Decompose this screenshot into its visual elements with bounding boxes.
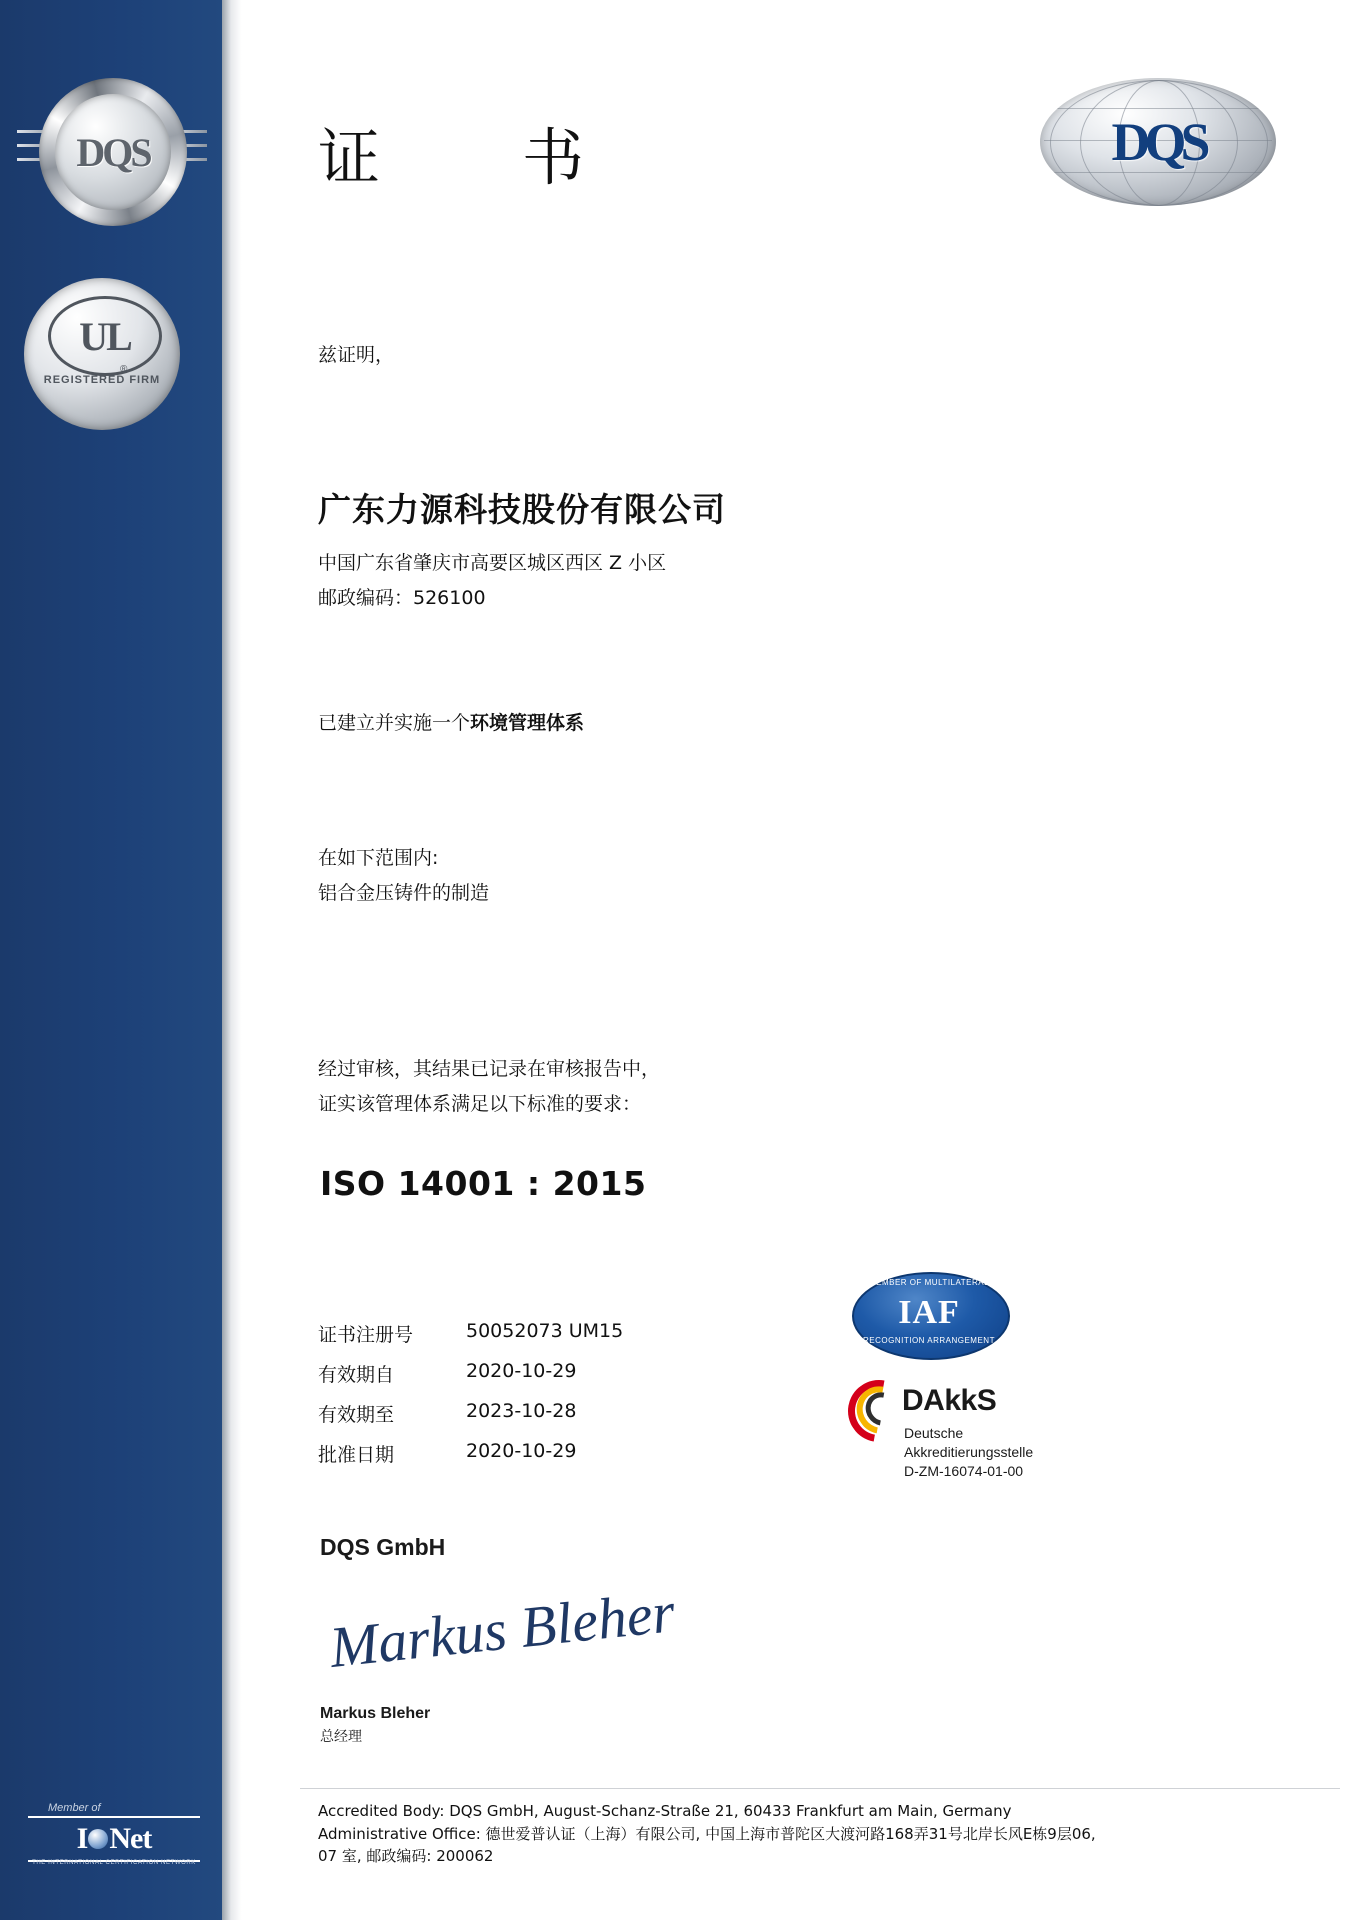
page-title: 证 书: [318, 121, 625, 194]
dqs-globe-label: DQS: [1111, 112, 1205, 172]
dqs-seal-icon: [17, 72, 187, 232]
meta-value-valid-from: 2020-10-29: [466, 1360, 577, 1382]
meta-value-registration-no: 50052073 UM15: [466, 1320, 624, 1342]
footer-accredited-body: Accredited Body: DQS GmbH, August-Schanz-Straße 21, 60433 Frankfurt am Main, Germany: [318, 1802, 1012, 1820]
dakks-subtitle-line2: Akkreditierungsstelle: [904, 1443, 1034, 1460]
scope-label: 在如下范围内:: [318, 847, 439, 869]
dakks-logo-icon: [848, 1378, 1078, 1488]
hereby-text: 兹证明，: [318, 344, 395, 366]
band-edge-gradient: [222, 0, 248, 1920]
iaf-logo-icon: [852, 1272, 1006, 1356]
ul-monogram-label: UL: [48, 296, 162, 376]
dakks-subtitle-line1: Deutsche: [904, 1425, 964, 1441]
company-postal-code: 邮政编码：526100: [318, 587, 486, 609]
footer-administrative-office: Administrative Office: 德世爱普认证（上海）有限公司, 中国上海市普陀区大渡河路168弄31号北岸长风E栋9层06,: [318, 1824, 1096, 1843]
table-row: [318, 1360, 758, 1387]
ul-registered-firm-icon: [24, 278, 180, 430]
signer-name: Markus Bleher: [320, 1705, 431, 1722]
iqnet-name-left: I: [76, 1822, 88, 1855]
dakks-subtitle: [904, 1424, 1033, 1481]
meta-label-valid-until: 有效期至: [318, 1404, 395, 1426]
meta-label-valid-from: 有效期自: [318, 1364, 395, 1386]
established-statement: [318, 708, 584, 735]
signer-title: 总经理: [320, 1729, 362, 1745]
table-row: [318, 1320, 758, 1347]
company-name: 广东力源科技股份有限公司: [318, 490, 726, 529]
established-prefix: 已建立并实施一个: [318, 712, 471, 734]
certificate-metadata: [318, 1320, 758, 1480]
standard-name: ISO 14001 : 2015: [320, 1164, 647, 1203]
dakks-swoosh-icon: [848, 1380, 900, 1432]
footer-administrative-office-cont: 07 室, 邮政编码: 200062: [318, 1847, 494, 1865]
footer-divider: [300, 1788, 1340, 1789]
audit-statement-line1: 经过审核，其结果已记录在审核报告中，: [318, 1058, 661, 1080]
dqs-globe-logo-icon: [1040, 78, 1276, 206]
table-row: [318, 1440, 758, 1467]
iqnet-member-label: Member of: [48, 1802, 101, 1814]
dakks-label: DAkkS: [902, 1384, 997, 1417]
meta-value-valid-until: 2023-10-28: [466, 1400, 577, 1422]
meta-label-registration-no: 证书注册号: [318, 1324, 414, 1346]
iaf-arc-bottom-label: RECOGNITION ARRANGEMENT: [863, 1336, 995, 1345]
signature-image: Markus Bleher: [326, 1579, 678, 1680]
dqs-seal-label: DQS: [76, 129, 150, 175]
company-address-line1: 中国广东省肇庆市高要区城区西区 Z 小区: [318, 552, 667, 574]
issuer-name: DQS GmbH: [320, 1534, 446, 1560]
ul-registered-firm-label: REGISTERED FIRM: [43, 374, 161, 386]
iqnet-name-right: Net: [109, 1822, 152, 1855]
meta-value-issue-date: 2020-10-29: [466, 1440, 577, 1462]
dakks-accreditation-number: D-ZM-16074-01-00: [904, 1462, 1024, 1479]
footer-block: [318, 1800, 1328, 1868]
iqnet-tagline: THE INTERNATIONAL CERTIFICATION NETWORK: [32, 1860, 196, 1866]
iaf-label: IAF: [898, 1294, 960, 1331]
scope-value: 铝合金压铸件的制造: [318, 882, 490, 904]
iqnet-logo-icon: [18, 1802, 208, 1876]
ul-registered-mark: ®: [120, 364, 128, 375]
iqnet-globe-icon: [88, 1829, 108, 1849]
audit-statement-line2: 证实该管理体系满足以下标准的要求：: [318, 1093, 642, 1115]
management-system-type: 环境管理体系: [470, 712, 585, 734]
table-row: [318, 1400, 758, 1427]
iaf-arc-top-label: MEMBER OF MULTILATERAL: [868, 1278, 990, 1287]
meta-label-issue-date: 批准日期: [318, 1444, 395, 1466]
